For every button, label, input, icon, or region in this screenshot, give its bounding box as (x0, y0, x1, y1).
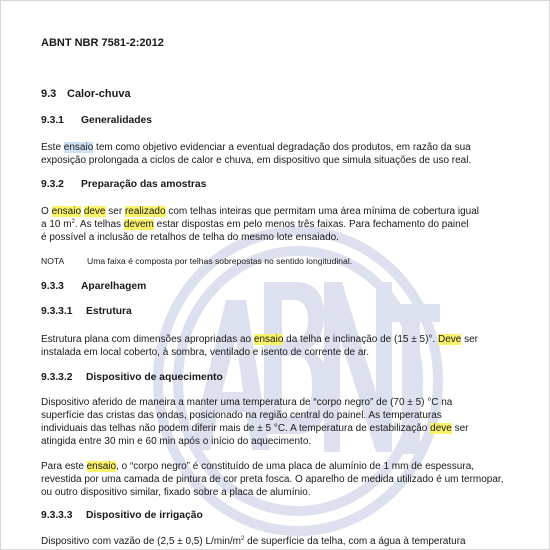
paragraph-preparacao (41, 205, 501, 244)
text-line: Dispositivo com vazão de (2,5 ± 0,5) $L/\min/m^2$ de superfície da telha, com a água à temperatura (41, 536, 466, 547)
note-text: Uma faixa é composta por telhas sobrepostas no sentido longitudinal. (87, 256, 353, 266)
section-heading-9-3-3-2: 9.3.3.2 Dispositivo de aquecimento (41, 372, 223, 383)
paragraph-corpo-negro (41, 460, 504, 499)
text-line: instalada em local coberto, à sombra, ventilado e isento de corrente de ar. (41, 347, 369, 358)
search-highlight: realizado (124, 206, 166, 217)
note (41, 256, 352, 266)
search-highlight: ensaio (51, 206, 82, 217)
text-line: individuais das telhas não podem diferir mais de ± 5 °C. A temperatura de estabilização deve ser (41, 423, 469, 434)
document-header: ABNT NBR 7581-2:2012 (41, 37, 164, 49)
text-line: a 10 $m^2$. As telhas devem estar dispostas em pelo menos três faixas. Para fechamento do painel (41, 219, 469, 230)
paragraph-irrigacao (41, 535, 501, 548)
text-line: Este ensaio tem como objetivo evidenciar a eventual degradação dos produtos, em razão da sua (41, 142, 471, 153)
text-line: Dispositivo aferido de maneira a manter uma temperatura de “corpo negro” de (70 ± 5) °C na (41, 397, 453, 408)
text-line: exposição prolongada a ciclos de calor e chuva, em dispositivo que simula situações de uso real. (41, 155, 472, 166)
search-highlight: devem (123, 219, 154, 230)
search-highlight: ensaio (63, 142, 94, 153)
text-line: ou outro dispositivo similar, fixado sobre a placa de alumínio. (41, 487, 311, 498)
search-highlight: deve (430, 423, 452, 434)
paragraph-estrutura (41, 333, 501, 359)
section-heading-9-3: 9.3 Calor-chuva (41, 88, 131, 100)
text-line: Estrutura plana com dimensões apropriadas ao ensaio da telha e inclinação de (15 ± 5)°. Deve ser (41, 334, 478, 345)
search-highlight: ensaio (253, 334, 284, 345)
section-heading-9-3-1: 9.3.1 Generalidades (41, 115, 152, 126)
text-line: revestida por uma camada de pintura de cor preta fosca. O aparelho de medida utilizado é um termopar, (41, 474, 504, 485)
text-line: Para este ensaio, o “corpo negro” é constituído de uma placa de alumínio de 1 mm de espessura, (41, 461, 475, 472)
paragraph-aquecimento (41, 396, 501, 448)
search-highlight: ensaio (86, 461, 117, 472)
search-highlight: deve (83, 206, 106, 217)
paragraph-generalidades (41, 141, 501, 167)
search-highlight: Deve (437, 334, 462, 345)
note-label: NOTA (41, 256, 65, 266)
text-line: superfície das cristas das ondas, posicionado na região central do painel. As temperaturas (41, 410, 442, 421)
text-line: O ensaio deve ser realizado com telhas inteiras que permitam uma área mínima de cobertura igual (41, 206, 480, 217)
section-heading-9-3-3-1: 9.3.3.1 Estrutura (41, 306, 132, 317)
section-heading-9-3-2: 9.3.2 Preparação das amostras (41, 179, 207, 190)
section-heading-9-3-3-3: 9.3.3.3 Dispositivo de irrigação (41, 510, 203, 521)
text-line: é possível a inclusão de retalhos de telha do mesmo lote ensaiado. (41, 232, 339, 243)
text-line: atingida entre 30 min e 60 min após o início do aquecimento. (41, 436, 312, 447)
section-heading-9-3-3: 9.3.3 Aparelhagem (41, 281, 147, 292)
